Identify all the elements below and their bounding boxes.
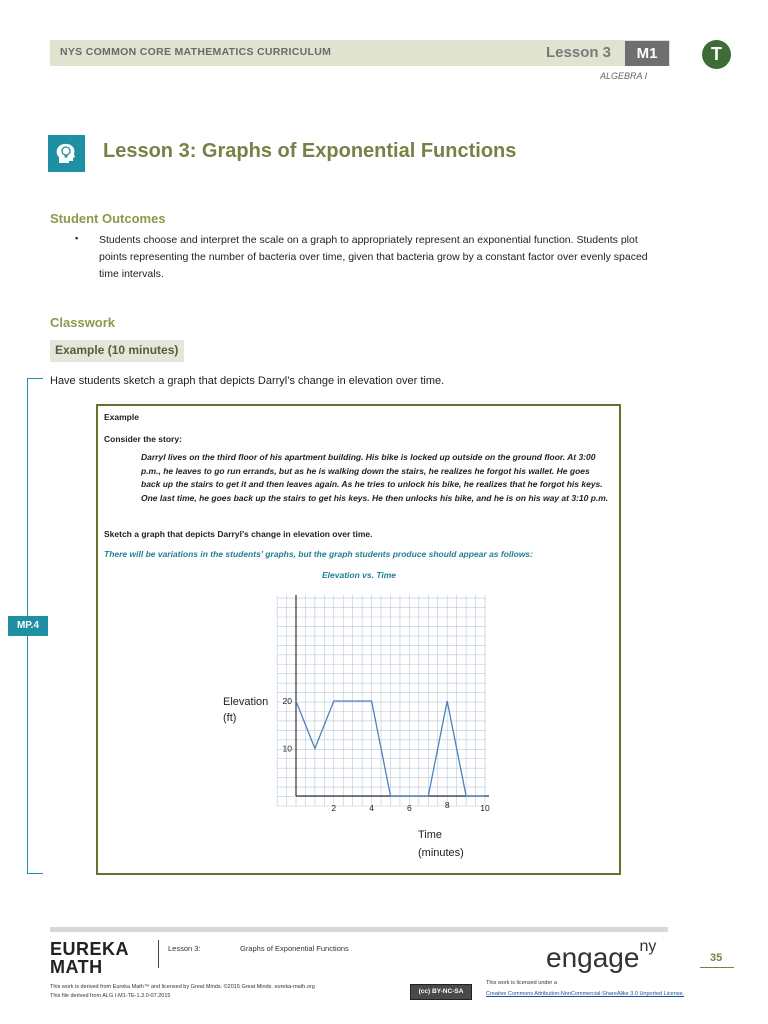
license-link[interactable]: Creative Commons Attribution-NonCommercial-ShareAlike 3.0 Unported License.	[486, 991, 685, 997]
bullet-icon: ▪	[75, 233, 79, 243]
y-axis-label: Elevation	[223, 696, 269, 708]
logo-line-1: EUREKA	[50, 939, 130, 959]
bracket-top	[27, 378, 43, 379]
example-prompt: Consider the story:	[104, 434, 182, 444]
engage-sup: ny	[639, 938, 657, 955]
teacher-instruction: Have students sketch a graph that depicts Darryl’s change in elevation over time.	[50, 375, 445, 387]
y-axis-unit-label: (ft)	[223, 712, 237, 724]
example-task: Sketch a graph that depicts Darryl’s change in elevation over time.	[104, 529, 373, 539]
bracket-bottom	[27, 873, 43, 874]
classwork-heading: Classwork	[50, 315, 116, 330]
x-tick-label-10: 10	[480, 803, 490, 813]
course-tag: ALGEBRA I	[600, 71, 648, 81]
engageny-logo	[546, 938, 657, 974]
y-tick-label-20: 20	[282, 696, 292, 706]
mp-badge: MP.4	[8, 616, 48, 636]
page-number-underline	[700, 967, 734, 968]
cc-license-badge: (cc) BY-NC-SA	[410, 984, 472, 1000]
module-tag: M1	[625, 41, 669, 66]
lesson-tag: Lesson 3	[546, 44, 612, 61]
example-answer-note: There will be variations in the students’ graphs, but the graph students produce should appear as follows:	[104, 549, 533, 559]
footer-topic: Graphs of Exponential Functions	[240, 944, 349, 953]
x-axis-label: Time	[418, 829, 443, 841]
engage-text: engage	[546, 942, 640, 973]
license-text: This work is licensed under a	[486, 980, 557, 986]
example-story: Darryl lives on the third floor of his apartment building. His bike is locked up outside on the ground floor. At 3:00 p.m., he leaves to go run errands, but as he is walking down the stairs, he realizes he forgot his wallet. He goes back up the stairs to get it and then leaves again. As he tries to unlock his bike, he realizes that he forgot his keys. One last time, he goes back up the stairs to get his keys. He then unlocks his bike, and he is on his way at 3:10 p.m.	[141, 452, 609, 504]
logo-line-2: MATH	[50, 957, 103, 977]
curriculum-label: NYS COMMON CORE MATHEMATICS CURRICULUM	[60, 46, 332, 58]
footer-separator	[158, 940, 159, 968]
eureka-math-logo	[50, 940, 129, 976]
footer-lesson: Lesson 3:	[168, 944, 201, 953]
lightbulb-head-icon	[48, 135, 85, 172]
example-title: Example	[104, 412, 139, 422]
x-axis-unit-label: (minutes)	[418, 847, 464, 859]
page-title: Lesson 3: Graphs of Exponential Functions	[103, 140, 517, 162]
outcomes-heading: Student Outcomes	[50, 211, 166, 226]
footer-credit: This work is derived from Eureka Math™ and licensed by Great Minds. ©2015 Great Minds. eureka-math.org	[50, 984, 315, 990]
elevation-chart	[220, 585, 510, 865]
page-number: 35	[710, 952, 723, 964]
teacher-badge: T	[702, 40, 731, 69]
y-tick-label-10: 10	[282, 743, 292, 754]
footer-file-credit: This file derived from ALG I-M1-TE-1.3.0-07.2015	[50, 993, 171, 999]
x-tick-label-2: 2	[331, 803, 337, 813]
example-label: Example (10 minutes)	[55, 343, 179, 357]
outcome-text: Students choose and interpret the scale on a graph to appropriately represent an exponential function. Students plot points representing the number of bacteria over time, given that bacteria grow by a constant factor over evenly spaced time intervals.	[99, 234, 648, 280]
x-tick-label-6: 6	[407, 803, 412, 813]
chart-title: Elevation vs. Time	[322, 570, 397, 580]
x-tick-label-8: 8	[444, 800, 450, 810]
footer-bar	[50, 927, 668, 932]
x-tick-label-4: 4	[369, 803, 374, 813]
